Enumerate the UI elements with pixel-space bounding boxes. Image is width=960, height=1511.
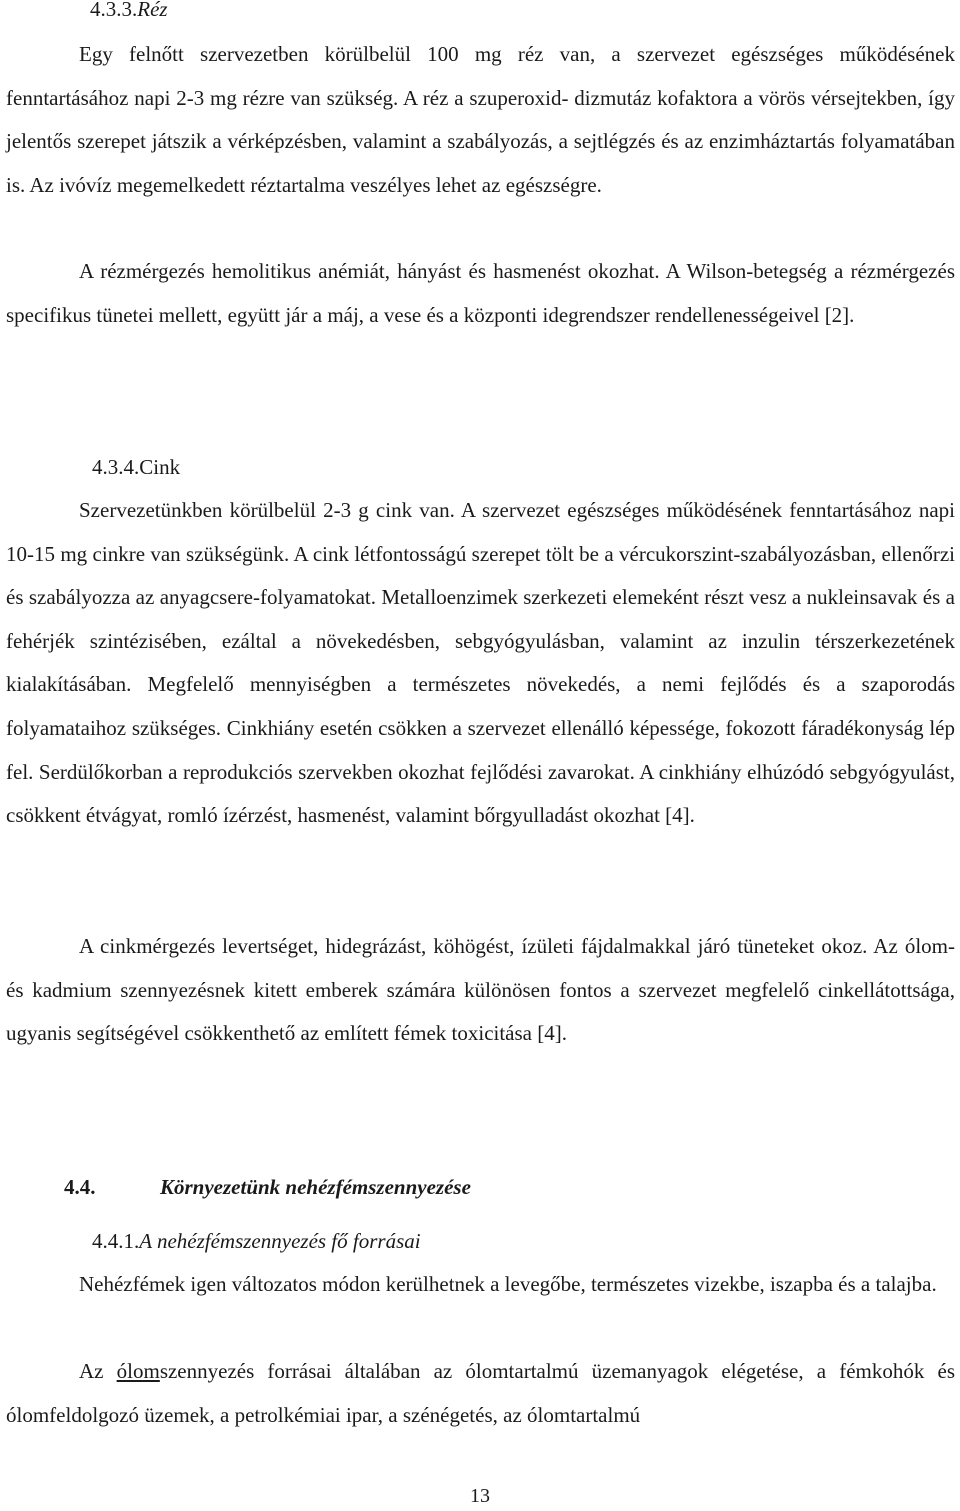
paragraph-rez-2: A rézmérgezés hemolitikus anémiát, hányást és hasmenést okozhat. A Wilson-betegség a rézmérgezés specifikus tünetei mellett, együtt jár a máj, a vese és a központi idegrendszer rendellenességeivel [2]. (6, 259, 955, 327)
section-title: A nehézfémszennyezés fő forrásai (139, 1229, 421, 1253)
page-number: 13 (470, 1485, 490, 1507)
paragraph-rez-1: Egy felnőtt szervezetben körülbelül 100 mg réz van, a szervezet egészséges működésének fenntartásához napi 2-3 mg rézre van szükség. A réz a szuperoxid- dizmutáz kofaktora a vörös vérsejtekben, így jelentős szerepet játszik a vérképzésben, valamint a szabályozás, a sejtlégzés és az enzimháztartás folyamatában is. Az ivóvíz megemelkedett réztartalma veszélyes lehet az egészségre. (6, 42, 955, 197)
section-number: 4.4.1. (92, 1229, 140, 1253)
section-title: Környezetünk nehézfémszennyezése (160, 1175, 471, 1199)
paragraph-cink-2: A cinkmérgezés levertséget, hidegrázást, köhögést, ízületi fájdalmakkal járó tüneteket okoz. Az ólom- és kadmium szennyezésnek kitett emberek számára különösen fontos a szervezet megfelelő cinkellátottsága, ugyanis segítségével csökkenthető az említett fémek toxicitása [4]. (6, 934, 955, 1046)
section-title: Cink (139, 455, 181, 479)
paragraph-cink-1: Szervezetünkben körülbelül 2-3 g cink van. A szervezet egészséges működésének fenntartásához napi 10-15 mg cinkre van szükségünk. A cink létfontosságú szerepet tölt be a vércukorszint-szabályozásban, ellenőrzi és szabályozza az anyagcsere-folyamatokat. Metalloenzimek szerkezeti elemeként részt vesz a nukleinsavak és a fehérjék szintézisében, ezáltal a növekedésben, sebgyógyulásban, valamint az inzulin térszerkezetének kialakításában. Megfelelő mennyiségben a természetes növekedés, a nemi fejlődés és a szaporodás folyamataihoz szükséges. Cinkhiány esetén csökken a szervezet ellenálló képessége, fokozott fáradékonyság lép fel. Serdülőkorban a reprodukciós szervekben okozhat fejlődési zavarokat. A cinkhiány elhúzódó sebgyógyulást, csökkent étvágyat, romló ízérzést, hasmenést, valamint bőrgyulladást okozhat [4]. (6, 498, 955, 828)
text-run: szennyezés forrásai általában az ólomtartalmú üzemanyagok elégetése, a fémkohók és ólomfeldolgozó üzemek, a petrolkémiai ipar, a szénégetés, az ólomtartalmú (6, 1359, 955, 1427)
section-title: Réz (137, 0, 168, 21)
paragraph-forras-2 (6, 1350, 955, 1437)
section-heading-4-3-3 (90, 0, 168, 24)
olom-link[interactable]: ólom (116, 1359, 160, 1383)
section-number: 4.3.3. (90, 0, 138, 21)
section-heading-4-4 (64, 1172, 471, 1202)
text-run: Az (79, 1359, 117, 1383)
paragraph-forras-1: Nehézfémek igen változatos módon kerülhetnek a levegőbe, természetes vizekbe, iszapba és a talajba. (79, 1272, 937, 1296)
section-number: 4.3.4. (92, 455, 140, 479)
section-heading-4-4-1 (92, 1226, 421, 1256)
section-number: 4.4. (64, 1175, 96, 1199)
section-heading-4-3-4 (92, 452, 180, 482)
